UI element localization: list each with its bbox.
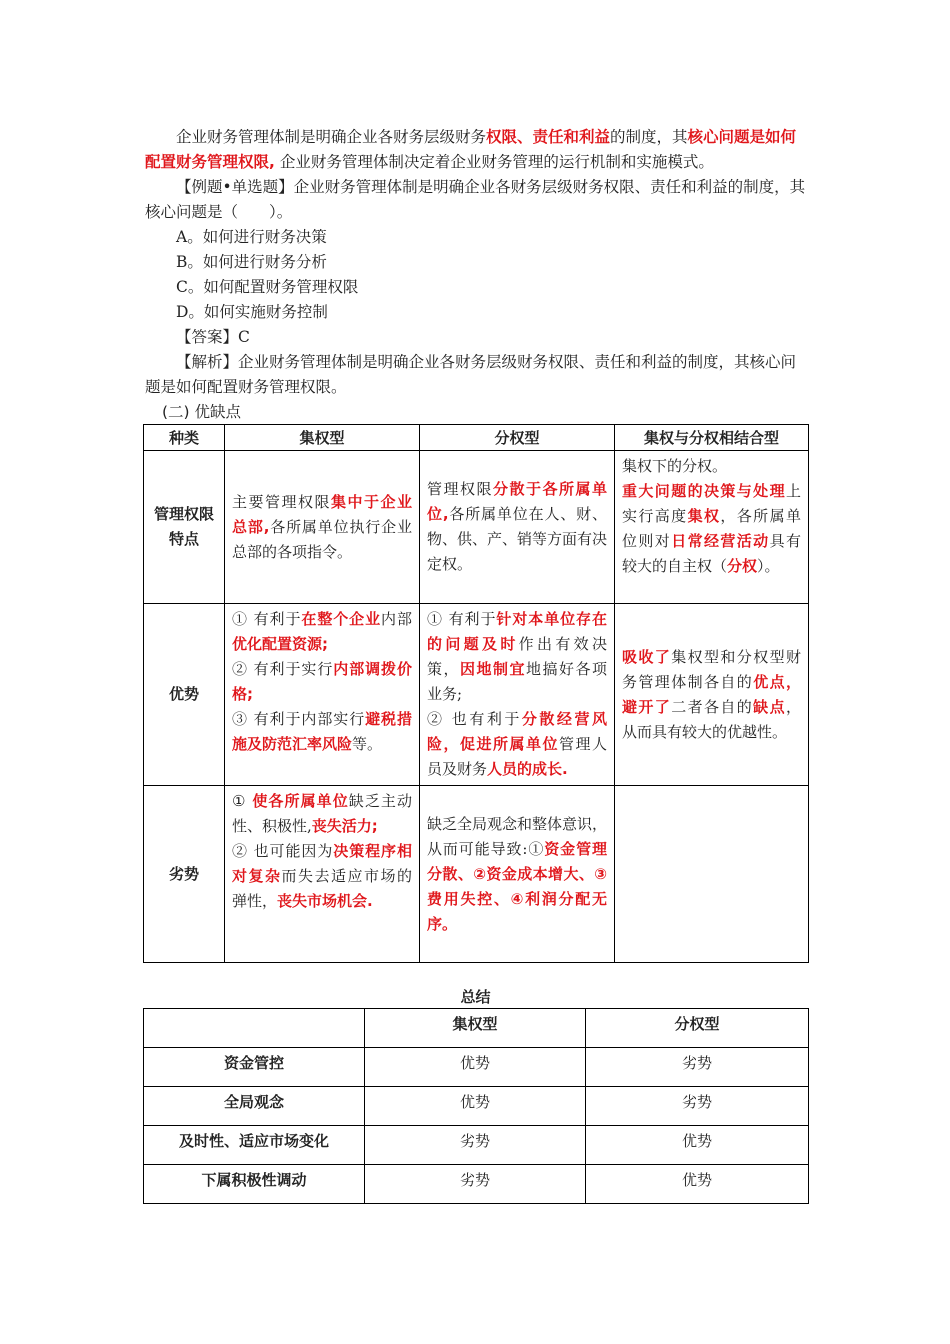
option-b: B。如何进行财务分析 <box>176 253 327 271</box>
section-title: (二) 优缺点 <box>162 403 242 421</box>
table-row <box>144 604 809 786</box>
summary-row-label: 全局观念 <box>144 1087 365 1126</box>
table-cell: 主要管理权限集中于企业总部,各所属单位执行企业总部的各项指令。 <box>225 451 420 604</box>
table-row <box>144 451 809 604</box>
summary-cell: 优势 <box>365 1048 586 1087</box>
table-cell: ① 使各所属单位缺乏主动性、积极性,丧失活力; ② 也可能因为决策程序相对复杂而失去适应市场的弹性，丧失市场机会. <box>225 786 420 963</box>
pros-cons-table <box>143 424 809 963</box>
row-label: 管理权限特点 <box>144 451 225 604</box>
row-label: 优势 <box>144 604 225 786</box>
table-cell: ① 有利于在整个企业内部优化配置资源; ② 有利于实行内部调拨价格; ③ 有利于内部实行避税措施及防范汇率风险等。 <box>225 604 420 786</box>
table-cell-empty <box>615 786 809 963</box>
intro-paragraph <box>145 125 807 175</box>
table-header-row <box>144 425 809 451</box>
intro-text: 企业财务管理体制决定着企业财务管理的运行机制和实施模式。 <box>274 153 714 171</box>
header-mixed: 集权与分权相结合型 <box>615 425 809 451</box>
summary-header-empty <box>144 1009 365 1048</box>
option-a: A。如何进行财务决策 <box>176 228 327 246</box>
option-d: D。如何实施财务控制 <box>176 303 328 321</box>
table-cell: 吸收了集权型和分权型财务管理体制各自的优点，避开了二者各自的缺点，从而具有较大的优越性。 <box>615 604 809 786</box>
summary-header-decentralized: 分权型 <box>586 1009 809 1048</box>
summary-cell: 劣势 <box>365 1126 586 1165</box>
summary-row <box>144 1087 809 1126</box>
option-c: C。如何配置财务管理权限 <box>176 278 359 296</box>
summary-cell: 优势 <box>586 1126 809 1165</box>
summary-table <box>143 1008 809 1204</box>
highlight-text: 核心问题是如何配置财务管理权限, <box>145 128 797 171</box>
intro-text: 的制度，其 <box>610 128 688 146</box>
row-label: 劣势 <box>144 786 225 963</box>
table-row <box>144 786 809 963</box>
summary-cell: 劣势 <box>586 1048 809 1087</box>
summary-cell: 劣势 <box>365 1165 586 1204</box>
summary-header-row <box>144 1009 809 1048</box>
summary-row-label: 下属积极性调动 <box>144 1165 365 1204</box>
summary-row <box>144 1048 809 1087</box>
header-centralized: 集权型 <box>225 425 420 451</box>
highlight-text: 权限、责任和利益 <box>486 128 611 146</box>
answer: 【答案】C <box>176 328 250 346</box>
table-cell: 集权下的分权。 重大问题的决策与处理上实行高度集权，各所属单位则对日常经营活动具有较大的自主权（分权）。 <box>615 451 809 604</box>
table-cell: 缺乏全局观念和整体意识，从而可能导致:①资金管理分散、②资金成本增大、③费用失控、④利润分配无序。 <box>420 786 615 963</box>
analysis: 【解析】企业财务管理体制是明确企业各财务层级财务权限、责任和利益的制度，其核心问题是如何配置财务管理权限。 <box>145 353 797 396</box>
summary-row-label: 及时性、适应市场变化 <box>144 1126 365 1165</box>
summary-cell: 优势 <box>586 1165 809 1204</box>
example-question: 【例题•单选题】企业财务管理体制是明确企业各财务层级财务权限、责任和利益的制度，其核心问题是（ ）。 <box>145 178 806 221</box>
header-decentralized: 分权型 <box>420 425 615 451</box>
summary-cell: 优势 <box>365 1087 586 1126</box>
summary-row <box>144 1165 809 1204</box>
header-type: 种类 <box>144 425 225 451</box>
summary-cell: 劣势 <box>586 1087 809 1126</box>
intro-text: 企业财务管理体制是明确企业各财务层级财务 <box>176 128 487 146</box>
summary-row <box>144 1126 809 1165</box>
summary-header-centralized: 集权型 <box>365 1009 586 1048</box>
table-cell: 管理权限分散于各所属单位,各所属单位在人、财、物、供、产、销等方面有决定权。 <box>420 451 615 604</box>
summary-row-label: 资金管控 <box>144 1048 365 1087</box>
summary-title: 总结 <box>460 988 491 1006</box>
table-cell: ① 有利于针对本单位存在的问题及时作出有效决策，因地制宜地搞好各项业务; ② 也有利于分散经营风险，促进所属单位管理人员及财务人员的成长. <box>420 604 615 786</box>
